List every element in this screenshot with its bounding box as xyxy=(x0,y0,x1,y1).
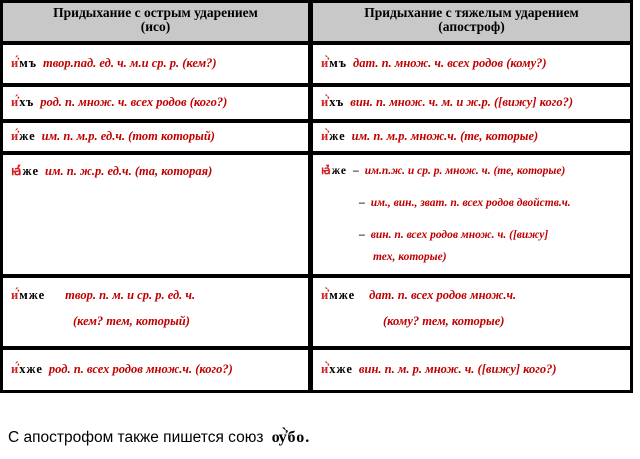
row-4-left-line-1: ꙗ҆́же им. п. ж.р. ед.ч. (та, которая) xyxy=(11,164,213,178)
header-right-subtitle: (апостроф) xyxy=(438,19,505,34)
header-left-title: Придыхание с острым ударением xyxy=(53,5,258,20)
footer-note xyxy=(8,429,310,447)
row-2-right xyxy=(313,87,630,119)
church-slavonic-word: и҆́мже xyxy=(11,288,46,302)
row-2-left-line-1: и҆́хъ род. п. множ. ч. всех родов (кого?) xyxy=(11,95,228,109)
row-1-right xyxy=(313,45,630,83)
footer-word: ѹ҆̀бо. xyxy=(271,429,311,446)
header-left xyxy=(3,3,308,41)
church-slavonic-word: и҆́хъ xyxy=(11,95,35,109)
row-5-right-line-2: (кому? тем, которые) xyxy=(383,314,505,328)
row-6-left xyxy=(3,350,308,390)
church-slavonic-word: и҆̀же xyxy=(321,129,346,143)
row-3-left xyxy=(3,123,308,151)
header-right-title: Придыхание с тяжелым ударением xyxy=(364,5,579,20)
row-1-right-line-1: и҆̀мъ дат. п. множ. ч. всех родов (кому?) xyxy=(321,56,547,70)
row-6-right xyxy=(313,350,630,390)
row-4-right-line-1: ꙗ҆̀же – им.п.ж. и ср. р. множ. ч. (те, которые) xyxy=(321,165,566,177)
row-5-right xyxy=(313,278,630,346)
row-5-left-line-2: (кем? тем, который) xyxy=(73,314,190,328)
row-3-left-line-1: и҆́же им. п. м.р. ед.ч. (тот который) xyxy=(11,129,215,143)
church-slavonic-word: ꙗ҆̀же xyxy=(321,165,347,177)
row-4-left xyxy=(3,155,308,274)
church-slavonic-word: и҆̀мже xyxy=(321,288,356,302)
church-slavonic-word: и҆́хже xyxy=(11,362,43,376)
row-4-right-line-4: тех, которые) xyxy=(373,251,447,263)
header-right xyxy=(313,3,630,41)
footer-text: С апострофом также пишется союз xyxy=(8,429,264,446)
church-slavonic-word: ꙗ҆́же xyxy=(11,164,39,178)
church-slavonic-word: и҆̀хже xyxy=(321,362,353,376)
row-4-right-line-3: – вин. п. всех родов множ. ч. ([вижу] xyxy=(359,229,549,241)
row-6-right-line-1: и҆̀хже вин. п. м. р. множ. ч. ([вижу] кого?) xyxy=(321,362,557,376)
row-2-right-line-1: и҆̀хъ вин. п. множ. ч. м. и ж.р. ([вижу] кого?) xyxy=(321,95,574,109)
row-4-right-line-2: – им., вин., зват. п. всех родов двойств.ч. xyxy=(359,197,571,209)
row-6-left-line-1: и҆́хже род. п. всех родов множ.ч. (кого?) xyxy=(11,362,233,376)
header-left-subtitle: (исо) xyxy=(140,19,171,34)
row-4-right xyxy=(313,155,630,274)
row-3-right xyxy=(313,123,630,151)
church-slavonic-word: и҆̀мъ xyxy=(321,56,348,70)
church-slavonic-word: и҆́же xyxy=(11,129,36,143)
row-1-left-line-1: и҆́мъ твор.пад. ед. ч. м.и ср. р. (кем?) xyxy=(11,56,217,70)
row-5-left-line-1: и҆́мже твор. п. м. и ср. р. ед. ч. xyxy=(11,288,196,302)
row-5-right-line-1: и҆̀мже дат. п. всех родов множ.ч. xyxy=(321,288,517,302)
church-slavonic-word: и҆̀хъ xyxy=(321,95,345,109)
church-slavonic-word: и҆́мъ xyxy=(11,56,38,70)
row-3-right-line-1: и҆̀же им. п. м.р. множ.ч. (те, которые) xyxy=(321,129,539,143)
row-1-left xyxy=(3,45,308,83)
row-5-left xyxy=(3,278,308,346)
row-2-left xyxy=(3,87,308,119)
